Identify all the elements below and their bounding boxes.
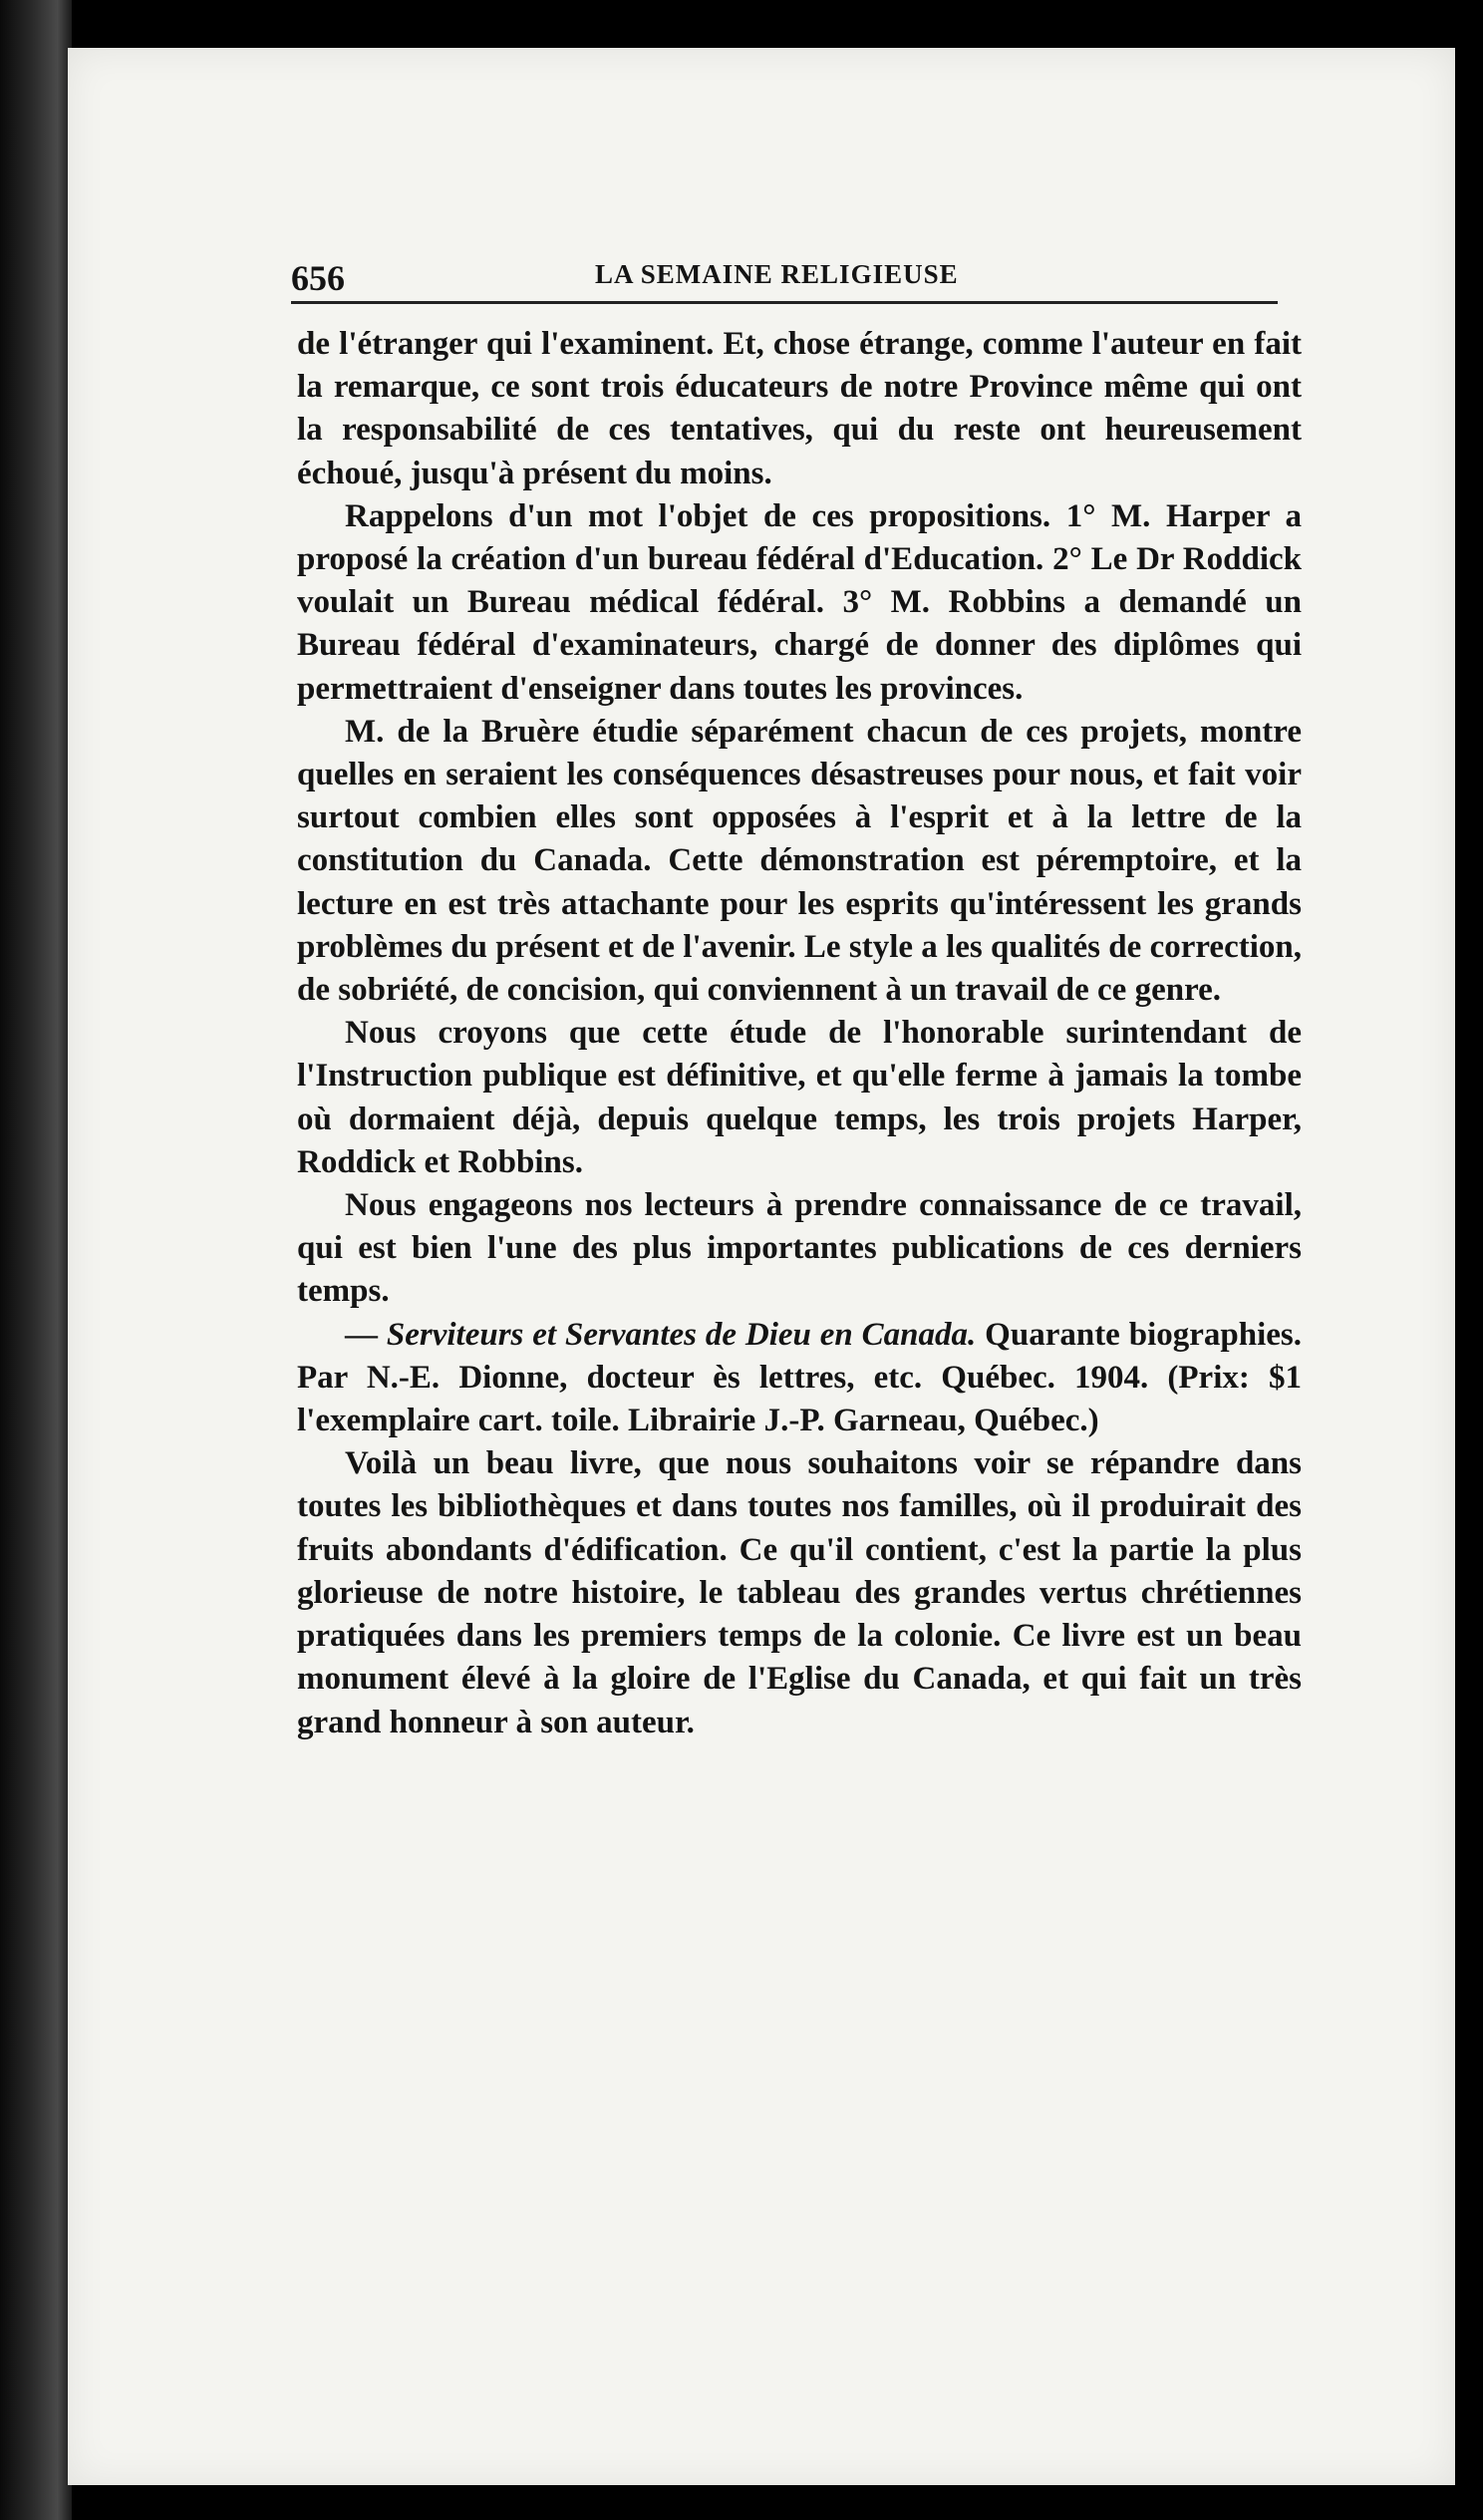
paragraph-4: Nous croyons que cette étude de l'honorable surintendant de l'Instruction publique est définitive, et qu'elle ferme à jamais la tombe où dormaient déjà, depuis quelque temps, les trois projets Harper, Roddick et Robbins.	[297, 1015, 1302, 1180]
page-number: 656	[291, 258, 345, 298]
book-binding-edge	[0, 0, 72, 2520]
notice-details: Quarante biographies. Par N.-E. Dionne, docteur ès lettres, etc. Québec. 1904. (Prix: $1 l'exemplaire cart. toile. Librairie J.-P. Garneau, Québec.)	[297, 1316, 1302, 1439]
paragraph-2: Rappelons d'un mot l'objet de ces propositions. 1° M. Harper a proposé la création d'un bureau fédéral d'Education. 2° Le Dr Roddick voulait un Bureau médical fédéral. 3° M. Robbins a demandé un Bureau fédéral d'examinateurs, chargé de donner des diplômes qui permettraient d'enseigner dans toutes les provinces.	[297, 497, 1302, 707]
notice-book-title: Serviteurs et Servantes de Dieu en Canada.	[386, 1316, 977, 1353]
closing-paragraph: Voilà un beau livre, que nous souhaitons voir se répandre dans toutes les bibliothèques et dans toutes nos familles, où il produirait des fruits abondants d'édification. Ce qu'il contient, c'est la partie la plus glorieuse de notre histoire, le tableau des grandes vertus chrétiennes pratiquées dans les premiers temps de la colonie. Ce livre est un beau monument élevé à la gloire de l'Eglise du Canada, et qui fait un très grand honneur à son auteur.	[297, 1445, 1302, 1740]
notice-dash: —	[345, 1316, 378, 1353]
journal-title: LA SEMAINE RELIGIEUSE	[595, 259, 959, 289]
paragraph-3: M. de la Bruère étudie séparément chacun de ces projets, montre quelles en seraient les conséquences désastreuses pour nous, et fait voir surtout combien elles sont opposées à l'esprit et à la lettre de la constitution du Canada. Cette démonstration est péremptoire, et la lecture en est très attachante pour les esprits qu'intéressent les grands problèmes du présent et de l'avenir. Le style a les qualités de correction, de sobriété, de concision, qui conviennent à un travail de ce genre.	[297, 713, 1302, 1009]
paragraph-1: de l'étranger qui l'examinent. Et, chose étrange, comme l'auteur en fait la remarque, ce sont trois éducateurs de notre Province même qui ont la responsabilité de ces tentatives, qui du reste ont heureusement échoué, jusqu'à présent du moins.	[297, 326, 1302, 491]
paragraph-5: Nous engageons nos lecteurs à prendre connaissance de ce travail, qui est bien l'une des plus importantes publications de ces derniers temps.	[297, 1187, 1302, 1310]
header-rule	[291, 301, 1278, 304]
running-head	[291, 257, 1278, 305]
book-notice	[297, 1314, 1302, 1443]
article-body	[297, 323, 1302, 1744]
